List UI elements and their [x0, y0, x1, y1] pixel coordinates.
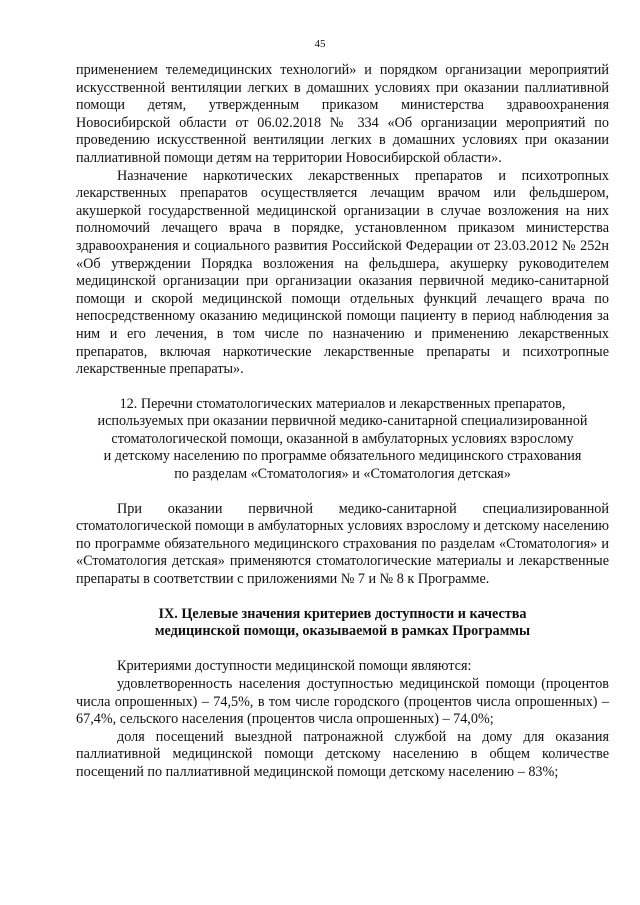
- section-12-heading: [76, 396, 609, 484]
- paragraph-continuation: применением телемедицинских технологий» и порядком организации мероприятий искусственной вентиляции легких в домашних условиях при оказании паллиативной помощи детям, утвержденным приказом министерства здравоохранения Новосибирской области от 06.02.2018 № 334 «Об организации мероприятий по проведению искусственной вентиляции легких в домашних условиях при оказании паллиативной помощи детям на территории Новосибирской области».: [76, 62, 609, 166]
- section-ix-heading-line: IX. Целевые значения критериев доступности и качества: [158, 605, 527, 622]
- section-12-heading-line: 12. Перечни стоматологических материалов и лекарственных препаратов,: [119, 395, 566, 412]
- section-12-heading-line: по разделам «Стоматология» и «Стоматология детская»: [174, 466, 511, 483]
- paragraph-narcotic-prescription: Назначение наркотических лекарственных препаратов и психотропных лекарственных препаратов осуществляется лечащим врачом или фельдшером, акушеркой государственной медицинской организации в случае возложения на них полномочий лечащего врача в порядке, установленном приказом министерства здравоохранения и социального развития Российской Федерации от 23.03.2012 № 252н «Об утверждении Порядка возложения на фельдшера, акушерку руководителем медицинской организации при организации оказания первичной медико-санитарной помощи и скорой медицинской помощи отдельных функций лечащего врача по непосредственному оказанию медицинской помощи пациенту в период наблюдения за ним и его лечения, в том числе по назначению и применению лекарственных препаратов, включая наркотические лекарственные препараты и психотропные лекарственные препараты».: [76, 167, 609, 378]
- section-12-heading-line: и детскому населению по программе обязательного медицинского страхования: [103, 448, 582, 465]
- paragraph-criteria-intro: Критериями доступности медицинской помощи являются:: [117, 658, 472, 675]
- section-12-heading-line: используемых при оказании первичной медико-санитарной специализированной: [97, 413, 588, 430]
- paragraph-satisfaction-criterion: удовлетворенность населения доступностью медицинской помощи (процентов числа опрошенных) – 74,5%, в том числе городского (процентов числа опрошенных) – 67,4%, сельского населения (процентов числа опрошенных) – 74,0%;: [76, 676, 609, 728]
- paragraph-palliative-visits-criterion: доля посещений выездной патронажной службой на дому для оказания паллиативной медицинской помощи детскому населению в общем количестве посещений по паллиативной медицинской помощи детскому населению – 83%;: [76, 728, 609, 780]
- paragraph-dental-care: При оказании первичной медико-санитарной специализированной стоматологической помощи в амбулаторных условиях взрослому и детскому населению по программе обязательного медицинского страхования по разделам «Стоматология» и «Стоматология детская» применяются стоматологические материалы и лекарственные препараты в соответствии с приложениями № 7 и № 8 к Программе.: [76, 500, 609, 588]
- document-body: [76, 62, 609, 782]
- section-ix-heading-line: медицинской помощи, оказываемой в рамках Программы: [154, 623, 531, 640]
- section-12-heading-line: стоматологической помощи, оказанной в амбулаторных условиях взрослому: [111, 430, 574, 447]
- section-ix-heading: [76, 606, 609, 641]
- page-number: 45: [314, 38, 326, 50]
